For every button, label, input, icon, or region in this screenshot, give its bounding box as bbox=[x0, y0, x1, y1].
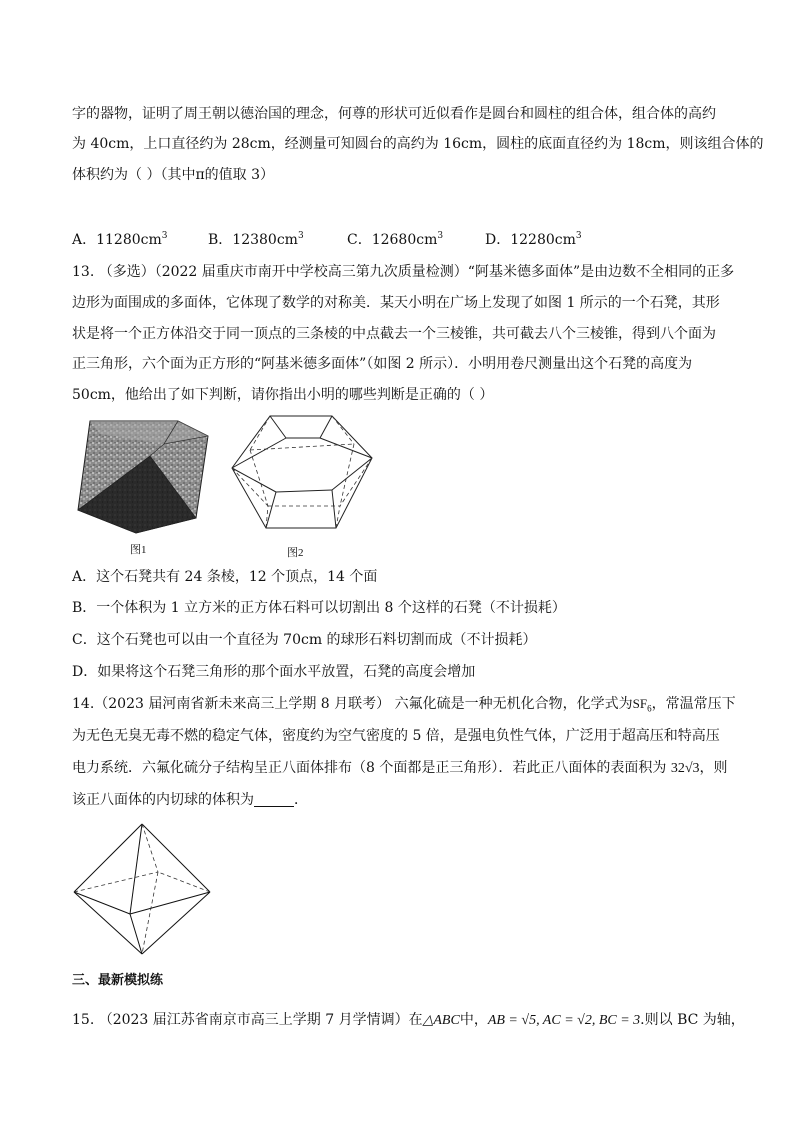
q13-text-line-1: 13. （多选）（2022 届重庆市南开中学校高三第九次质量检测）“阿基米德多面体”是由边数不全相同的正多 bbox=[72, 264, 735, 280]
figure-2-caption: 图2 bbox=[287, 547, 304, 559]
figure-octahedron bbox=[72, 822, 212, 958]
q13-option-d: D．如果将这个石凳三角形的那个面水平放置，石凳的高度会增加 bbox=[72, 664, 476, 680]
q14-text-line-3: 电力系统．六氟化硫分子结构呈正八面体排布（8 个面都是正三角形）．若此正八面体的表面积为 32√3，则 bbox=[72, 760, 728, 776]
q13-option-a: A．这个石凳共有 24 条棱，12 个顶点，14 个面 bbox=[72, 569, 378, 585]
figure-1-caption: 图1 bbox=[130, 544, 147, 556]
q12-text-line-3: 体积约为（ ）（其中π的值取 3） bbox=[72, 167, 275, 183]
q12-option-b: B．$12380cm^3$ bbox=[208, 231, 304, 248]
answer-blank[interactable] bbox=[254, 792, 294, 807]
sf6-formula: $SF_6$ bbox=[632, 696, 652, 714]
section-title: 三、最新模拟练 bbox=[72, 973, 164, 988]
q13-text-line-4: 正三角形，六个面为正方形的“阿基米德多面体”（如图 2 所示）．小明用卷尺测量出这个石凳的高度为 bbox=[72, 356, 693, 372]
figure-2-archimedean-polyhedron bbox=[228, 410, 376, 534]
q13-text-line-3: 状是将一个正方体沿交于同一顶点的三条棱的中点截去一个三棱锥，共可截去八个三棱锥，得到八个面为 bbox=[72, 326, 716, 342]
q12-option-c: C．$12680cm^3$ bbox=[347, 231, 444, 248]
side-length-conditions: AB = √5, AC = √2, BC = 3 bbox=[487, 1013, 641, 1028]
q13-text-line-5: 50cm，他给出了如下判断，请你指出小明的哪些判断是正确的（ ） bbox=[72, 387, 494, 403]
q12-option-d: D．$12280cm^3$ bbox=[485, 231, 582, 248]
q13-option-b: B．一个体积为 1 立方米的正方体石料可以切割出 8 个这样的石凳（不计损耗） bbox=[72, 600, 566, 616]
figure-1-stone-stool bbox=[74, 418, 214, 536]
q14-text-line-4: 该正八面体的内切球的体积为 ． bbox=[72, 792, 308, 808]
q12-text-line-2: 为 40cm，上口直径约为 28cm，经测量可知圆台的高约为 16cm，圆柱的底面直径约为 18cm，则该组合体的 bbox=[72, 136, 764, 152]
q13-option-c: C．这个石凳也可以由一个直径为 70cm 的球形石料切割而成（不计损耗） bbox=[72, 632, 537, 648]
q13-text-line-2: 边形为面围成的多面体，它体现了数学的对称美．某天小明在广场上发现了如图 1 所示的一个石凳，其形 bbox=[72, 295, 720, 311]
triangle-abc: △ABC bbox=[422, 1013, 460, 1028]
q15-text-line-1: 15. （2023 届江苏省南京市高三上学期 7 月学情调）在△ABC中，AB = √5, AC = √2, BC = 3.则以 BC 为轴， bbox=[72, 1012, 745, 1028]
q14-text-line-1: 14.（2023 届河南省新未来高三上学期 8 月联考） 六氟化硫是一种无机化合物，化学式为$SF_6$，常温常压下 bbox=[72, 696, 736, 714]
q14-text-line-2: 为无色无臭无毒不燃的稳定气体，密度约为空气密度的 5 倍，是强电负性气体，广泛用于超高压和特高压 bbox=[72, 728, 720, 744]
surface-area-value: 32√3 bbox=[670, 761, 700, 776]
q12-option-a: A．$11280cm^3$ bbox=[72, 231, 168, 248]
q12-text-line-1: 字的器物，证明了周王朝以德治国的理念，何尊的形状可近似看作是圆台和圆柱的组合体，组合体的高约 bbox=[72, 106, 716, 122]
